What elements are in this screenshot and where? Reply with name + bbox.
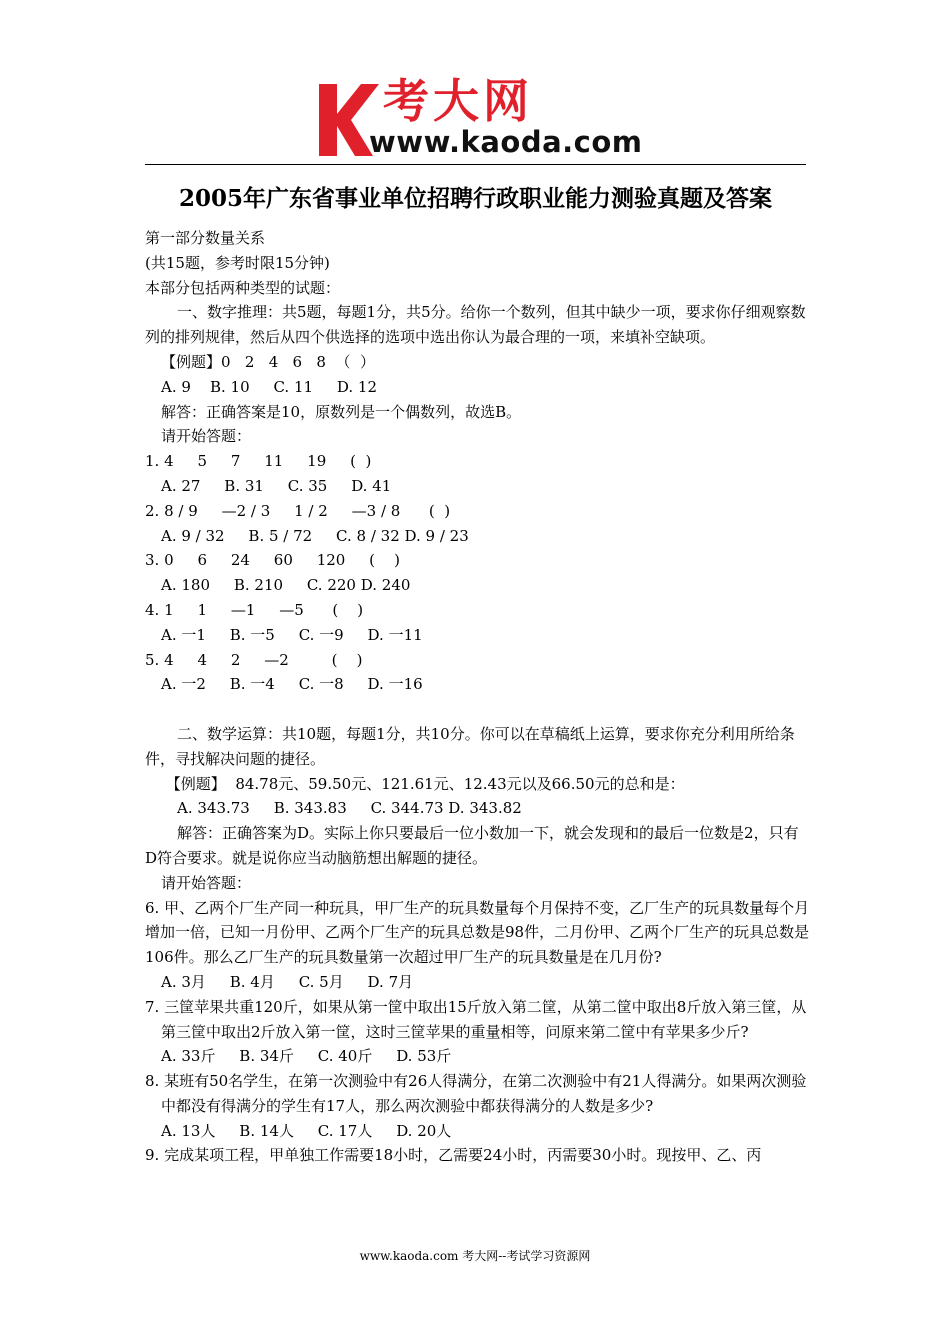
text-line: 第一部分数量关系 bbox=[145, 229, 266, 247]
text-line: 8. 某班有50名学生，在第一次测验中有26人得满分，在第二次测验中有21人得满分。如果两次测验中都没有得满分的学生有17人，那么两次测验中都获得满分的人数是多少? bbox=[145, 1072, 807, 1115]
text-line: 本部分包括两种类型的试题： bbox=[145, 278, 341, 297]
text-line: 2. 8 / 9 —2 / 3 1 / 2 —3 / 8 ( ) bbox=[145, 501, 451, 520]
text-line: 解答：正确答案是10，原数列是一个偶数列，故选B。 bbox=[161, 402, 522, 421]
text-line: A. 27 B. 31 C. 35 D. 41 bbox=[161, 476, 392, 495]
text-line: 7. 三筐苹果共重120斤，如果从第一筐中取出15斤放入第二筐，从第二筐中取出8斤放入第三筐，从第三筐中取出2斤放入第一筐，这时三筐苹果的重量相等，问原来第二筐中有苹果多少斤? bbox=[145, 997, 807, 1041]
text-line: 9. 完成某项工程，甲单独工作需要18小时，乙需要24小时，丙需要30小时。现按甲、乙、丙 bbox=[145, 1146, 762, 1165]
logo-url-text: www.kaoda.com bbox=[369, 125, 643, 159]
text-line: (共15题，参考时限15分钟) bbox=[145, 253, 330, 272]
text-line: 请开始答题： bbox=[161, 873, 252, 892]
document-body bbox=[145, 226, 810, 1168]
text-line: 【例题】0 2 4 6 8 （ ） bbox=[161, 352, 376, 371]
page-footer: www.kaoda.com 考大网--考试学习资源网 bbox=[359, 1249, 591, 1263]
text-line: A. 9 B. 10 C. 11 D. 12 bbox=[161, 377, 377, 396]
header-divider bbox=[145, 164, 806, 165]
text-line: A. 一1 B. 一5 C. 一9 D. 一11 bbox=[161, 625, 423, 644]
text-line: 6. 甲、乙两个厂生产同一种玩具，甲厂生产的玩具数量每个月保持不变，乙厂生产的玩具数量每个月增加一倍，已知一月份甲、乙两个厂生产的玩具总数是98件，二月份甲、乙两个厂生产的玩具总数是106件。那么乙厂生产的玩具数量第一次超过甲厂生产的玩具数量是在几月份? bbox=[145, 898, 810, 967]
text-line: A. 3月 B. 4月 C. 5月 D. 7月 bbox=[161, 972, 414, 991]
text-line: 1. 4 5 7 11 19 ( ) bbox=[145, 452, 372, 471]
site-logo[interactable] bbox=[315, 74, 645, 160]
text-line: A. 180 B. 210 C. 220 D. 240 bbox=[161, 576, 411, 595]
logo-chinese-text: 考大网 bbox=[383, 74, 533, 128]
text-line: 5. 4 4 2 —2 ( ) bbox=[145, 650, 363, 669]
text-line: 4. 1 1 —1 —5 ( ) bbox=[145, 600, 364, 619]
text-line: 请开始答题： bbox=[161, 427, 252, 446]
text-line: A. 343.73 B. 343.83 C. 344.73 D. 343.82 bbox=[177, 799, 522, 818]
text-line: 3. 0 6 24 60 120 ( ) bbox=[145, 551, 400, 570]
text-line: 一、数字推理：共5题，每题1分，共5分。给你一个数列，但其中缺少一项，要求你仔细观察数列的排列规律，然后从四个供选择的选项中选出你认为最合理的一项，来填补空缺项。 bbox=[145, 303, 806, 347]
text-line: A. 33斤 B. 34斤 C. 40斤 D. 53斤 bbox=[161, 1047, 452, 1066]
blank-line bbox=[145, 697, 810, 722]
text-line: 【例题】 84.78元、59.50元、121.61元、12.43元以及66.50元的总和是： bbox=[161, 774, 685, 793]
text-line: A. 9 / 32 B. 5 / 72 C. 8 / 32 D. 9 / 23 bbox=[161, 526, 469, 545]
text-line: 二、数学运算：共10题，每题1分，共10分。你可以在草稿纸上运算，要求你充分利用所给条件，寻找解决问题的捷径。 bbox=[145, 724, 795, 768]
text-line: 解答：正确答案为D。实际上你只要最后一位小数加一下，就会发现和的最后一位数是2，只有D符合要求。就是说你应当动脑筋想出解题的捷径。 bbox=[145, 824, 799, 867]
text-line: A. 一2 B. 一4 C. 一8 D. 一16 bbox=[161, 675, 423, 694]
text-line: A. 13人 B. 14人 C. 17人 D. 20人 bbox=[161, 1121, 452, 1140]
document-title: 2005年广东省事业单位招聘行政职业能力测验真题及答案 bbox=[178, 185, 772, 212]
